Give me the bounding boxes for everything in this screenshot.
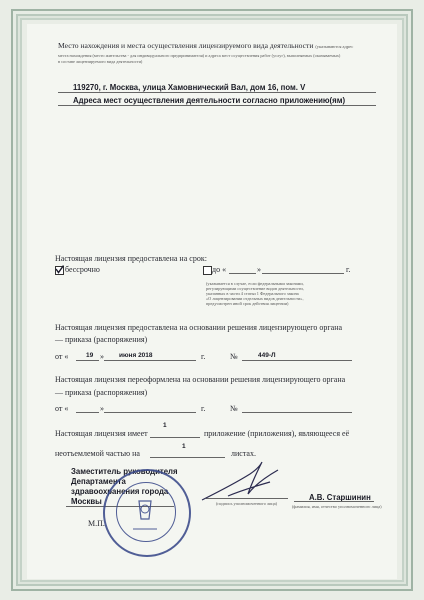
basis-line2: — приказа (распоряжения): [55, 335, 148, 344]
attachments-prefix: Настоящая лицензия имеет: [55, 429, 148, 438]
stamp-emblem-icon: [103, 469, 187, 553]
until-year-suffix: г.: [346, 265, 351, 274]
reissue-number-line: [242, 412, 352, 413]
position-line-1: Заместитель руководителя: [71, 467, 178, 476]
header-line2: места нахождения (место жительства - для индивидуального предпринимателя) и адреса мест осуществления работ (услуг), выполняемых (оказываемых): [58, 53, 341, 58]
term-note-5: предусмотрен иной срок действия лицензии): [206, 301, 289, 306]
mp-label: М.П.: [88, 519, 105, 528]
handwritten-signature: [198, 456, 298, 506]
until-day-line: [229, 273, 256, 274]
attachments-count: 1: [163, 422, 167, 429]
check-mark-icon: [55, 265, 64, 274]
reissue-month-line: [104, 412, 196, 413]
signature-caption: (подпись уполномоченного лица): [216, 501, 278, 506]
position-line-2: Департамента: [71, 477, 126, 486]
signer-name: А.В. Старшинин: [309, 493, 371, 502]
term-note-4: «О лицензировании отдельных видов деятельности»,: [206, 296, 304, 301]
basis-number-sign: №: [230, 352, 238, 361]
indefinite-checkbox[interactable]: [55, 266, 64, 275]
position-line-4: Москвы: [71, 497, 102, 506]
term-note-2: регулирующими осуществление видов деятельности,: [206, 286, 304, 291]
header-line1: [58, 41, 353, 50]
attachments-suffix: приложение (приложения), являющееся её: [204, 429, 350, 438]
sheets-count: 1: [182, 443, 186, 450]
reissue-from: от «: [55, 404, 69, 413]
address-underline: [58, 92, 376, 93]
reissue-day-line: [76, 412, 99, 413]
basis-day: 19: [86, 352, 94, 359]
places-underline: [58, 105, 376, 106]
header-line1-note: (указываются адрес: [315, 44, 354, 49]
address: 119270, г. Москва, улица Хамовнический Вал, дом 16, пом. V: [73, 83, 306, 92]
attachments-count-line: [150, 437, 200, 438]
basis-from: от «: [55, 352, 69, 361]
basis-month-line: [104, 360, 196, 361]
basis-day-line: [76, 360, 99, 361]
basis-number-line: [242, 360, 352, 361]
basis-quote: »: [100, 352, 104, 361]
signer-name-line: [294, 501, 374, 502]
until-date-checkbox[interactable]: [203, 266, 212, 275]
until-quote: »: [257, 265, 261, 274]
official-stamp: [103, 469, 191, 557]
reissue-line2: — приказа (распоряжения): [55, 388, 148, 397]
sheets-suffix: листах.: [231, 449, 256, 458]
signer-name-caption: (фамилия, имя, отчество уполномоченного лица): [292, 504, 382, 509]
term-note-3: указанных в части 4 статьи 1 Федерального закона: [206, 291, 299, 296]
reissue-year-suffix: г.: [201, 404, 206, 413]
term-note-1: (указывается в случае, если федеральными законами,: [206, 281, 304, 286]
places-of-activity: Адреса мест осуществления деятельности согласно приложению(ям): [73, 96, 346, 105]
basis-number: 449-Л: [258, 352, 276, 359]
header-line1-main: Место нахождения и места осуществления лицензируемого вида деятельности: [58, 41, 314, 50]
basis-year-suffix: г.: [201, 352, 206, 361]
until-prefix: до «: [212, 265, 227, 274]
reissue-number-sign: №: [230, 404, 238, 413]
sheets-prefix: неотъемлемой частью на: [55, 449, 140, 458]
basis-month-year: июня 2018: [119, 352, 153, 359]
reissue-quote: »: [100, 404, 104, 413]
until-month-line: [262, 273, 344, 274]
reissue-line1: Настоящая лицензия переоформлена на основании решения лицензирующего органа: [55, 375, 346, 384]
position-line-3: здравоохранения города: [71, 487, 169, 496]
term-label: Настоящая лицензия предоставлена на срок:: [55, 254, 207, 263]
indefinite-label: бессрочно: [65, 265, 100, 274]
basis-line1: Настоящая лицензия предоставлена на основании решения лицензирующего органа: [55, 323, 343, 332]
header-line3: в составе лицензируемого вида деятельности): [58, 59, 143, 64]
